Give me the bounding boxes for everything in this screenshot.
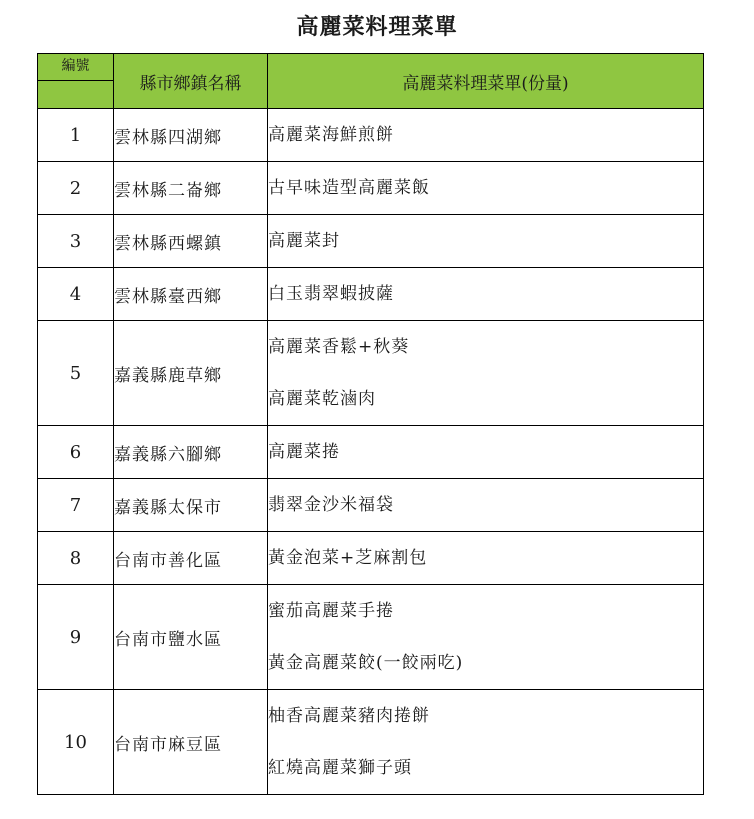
row-dish: 白玉翡翠蝦披薩	[268, 284, 394, 304]
row-dish: 高麗菜捲	[268, 442, 340, 462]
table-row	[38, 321, 704, 426]
table-row	[38, 585, 704, 690]
row-dish: 紅燒高麗菜獅子頭	[268, 758, 412, 778]
row-dish-cell	[268, 109, 704, 162]
row-dish: 柚香高麗菜豬肉捲餅	[268, 706, 430, 726]
table-row	[38, 426, 704, 479]
row-dish-cell	[268, 321, 704, 426]
table-row	[38, 215, 704, 268]
row-town: 嘉義縣鹿草鄉	[114, 321, 268, 426]
row-dish: 古早味造型高麗菜飯	[268, 178, 430, 198]
row-dish-cell	[268, 215, 704, 268]
table-row	[38, 162, 704, 215]
row-town: 雲林縣臺西鄉	[114, 268, 268, 321]
row-dish: 蜜茄高麗菜手捲	[268, 601, 394, 621]
header-number-cell	[38, 54, 114, 109]
row-dish: 高麗菜海鮮煎餅	[268, 125, 394, 145]
row-dish-cell	[268, 532, 704, 585]
row-number: 8	[38, 532, 114, 585]
page-title: 高麗菜料理菜單	[296, 14, 458, 40]
menu-table	[37, 53, 704, 795]
row-dish-cell	[268, 690, 704, 795]
row-number: 4	[38, 268, 114, 321]
row-town: 台南市麻豆區	[114, 690, 268, 795]
row-town: 雲林縣二崙鄉	[114, 162, 268, 215]
row-dish-cell	[268, 585, 704, 690]
row-dish-cell	[268, 426, 704, 479]
row-town: 雲林縣四湖鄉	[114, 109, 268, 162]
row-number: 6	[38, 426, 114, 479]
table-row	[38, 479, 704, 532]
table-row	[38, 268, 704, 321]
row-dish: 黃金高麗菜餃(一餃兩吃)	[268, 653, 464, 673]
row-number: 3	[38, 215, 114, 268]
row-town: 雲林縣西螺鎮	[114, 215, 268, 268]
row-dish: 黃金泡菜+芝麻割包	[268, 548, 428, 568]
row-dish-cell	[268, 268, 704, 321]
row-town: 嘉義縣太保市	[114, 479, 268, 532]
table-row	[38, 690, 704, 795]
table-row	[38, 109, 704, 162]
row-dish: 高麗菜香鬆+秋葵	[268, 337, 410, 357]
header-number-label: 編號	[38, 54, 113, 81]
row-town: 台南市鹽水區	[114, 585, 268, 690]
header-town-label: 縣市鄉鎮名稱	[114, 54, 268, 109]
row-dish: 高麗菜乾滷肉	[268, 389, 376, 409]
row-dish-cell	[268, 162, 704, 215]
header-dish-label: 高麗菜料理菜單(份量)	[268, 54, 704, 109]
row-number: 9	[38, 585, 114, 690]
row-number: 7	[38, 479, 114, 532]
row-town: 嘉義縣六腳鄉	[114, 426, 268, 479]
row-number: 2	[38, 162, 114, 215]
row-dish: 高麗菜封	[268, 231, 340, 251]
row-number: 10	[38, 690, 114, 795]
row-town: 台南市善化區	[114, 532, 268, 585]
table-row	[38, 532, 704, 585]
table-header-row	[38, 54, 704, 109]
row-number: 5	[38, 321, 114, 426]
row-number: 1	[38, 109, 114, 162]
row-dish: 翡翠金沙米福袋	[268, 495, 394, 515]
row-dish-cell	[268, 479, 704, 532]
